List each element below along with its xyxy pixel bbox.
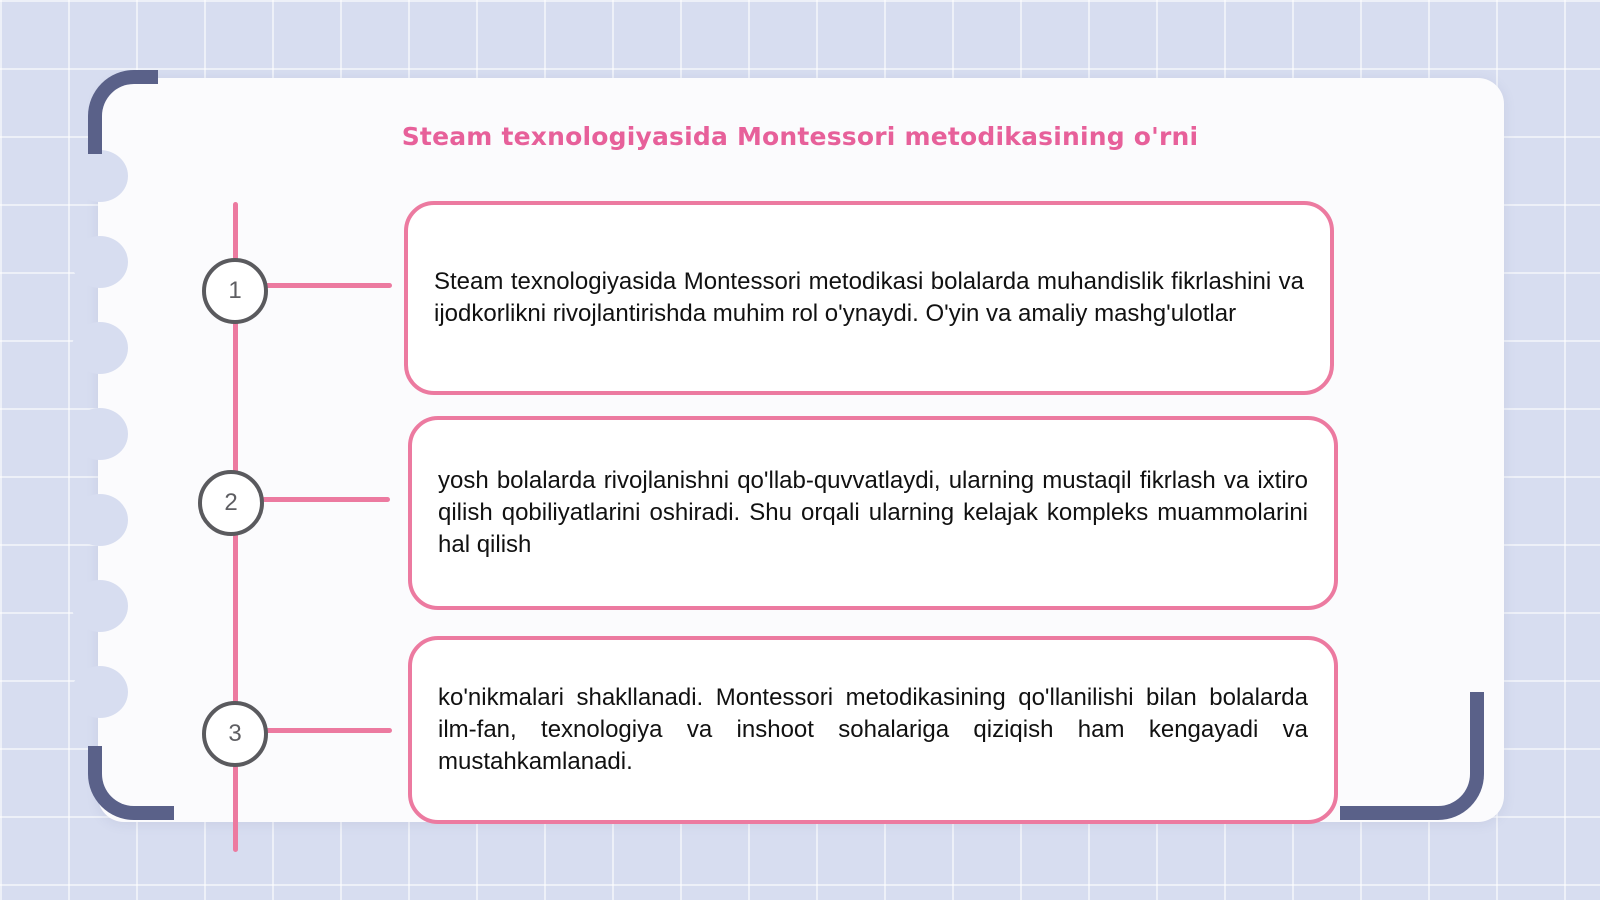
paper-notch <box>72 666 128 718</box>
frame-corner-bottom-right <box>1340 692 1484 820</box>
paper-notch <box>72 236 128 288</box>
timeline-connector <box>264 283 392 288</box>
step-number-2: 2 <box>198 470 264 536</box>
timeline-connector <box>264 728 392 733</box>
step-text-1: Steam texnologiyasida Montessori metodikasi bolalarda muhandislik fikrlashini va ijodkorlikni rivojlantirishda muhim rol o'ynaydi. O'yin va amaliy mashg'ulotlar <box>434 268 1304 327</box>
paper-notch <box>72 322 128 374</box>
step-text-2: yosh bolalarda rivojlanishni qo'llab-quvvatlaydi, ularning mustaqil fikrlash va ixtiro qilish qobiliyatlarini oshiradi. Shu orqali ularning kelajak kompleks muammolarini hal qilish <box>438 467 1308 558</box>
paper-notch <box>72 494 128 546</box>
step-number-3: 3 <box>202 701 268 767</box>
slide-title: Steam texnologiyasida Montessori metodikasining o'rni <box>401 122 1199 151</box>
step-card-1 <box>404 201 1334 395</box>
timeline-connector <box>262 497 390 502</box>
paper-notch <box>72 408 128 460</box>
paper-notch <box>72 580 128 632</box>
paper-notch <box>72 150 128 202</box>
step-text-3: ko'nikmalari shakllanadi. Montessori metodikasining qo'llanilishi bilan bolalarda ilm-fan, texnologiya va inshoot sohalariga qiziqish ham kengayadi va mustahkamlanadi. <box>438 684 1308 775</box>
step-card-2 <box>408 416 1338 610</box>
step-number-1: 1 <box>202 258 268 324</box>
step-card-3 <box>408 636 1338 824</box>
